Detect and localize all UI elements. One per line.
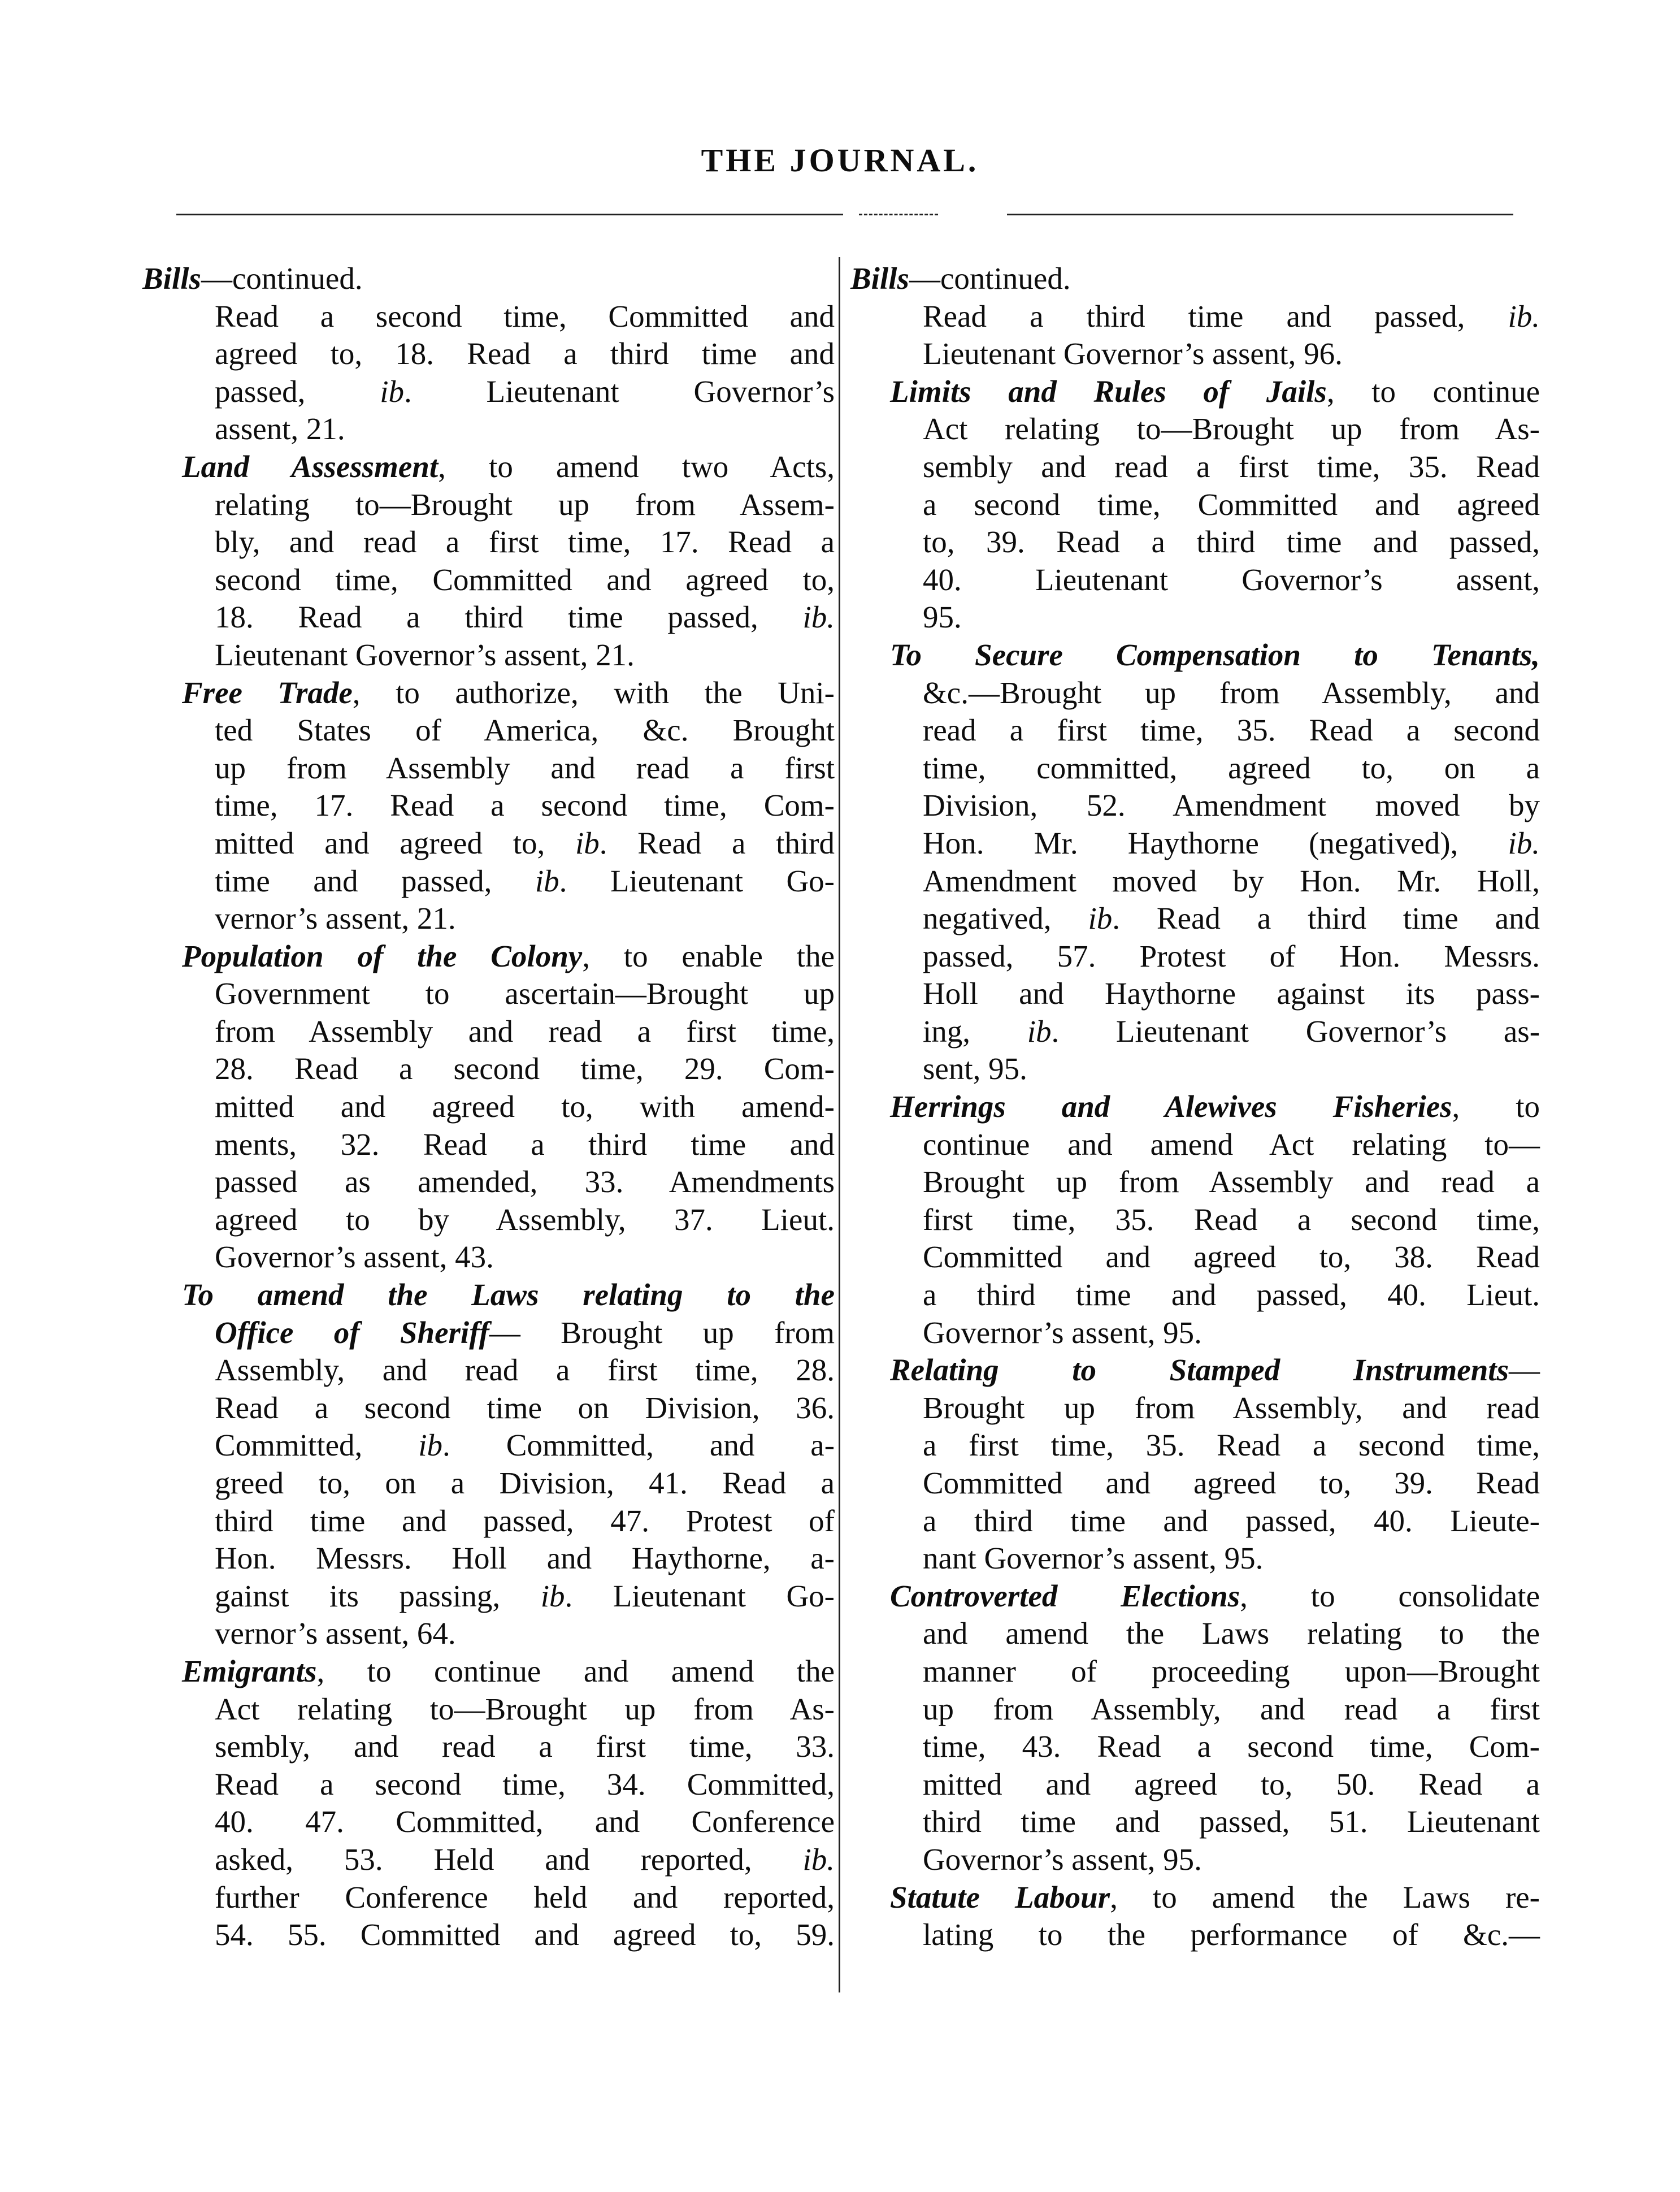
line-text: mitted and agreed to, with amend- [215,1089,835,1124]
line-text: Read a second time, 34. Committed, [215,1766,835,1801]
line-text: lating to the performance of &c.— [923,1917,1540,1952]
journal-line [850,787,1540,825]
journal-line [850,1653,1540,1691]
journal-line [850,1238,1540,1276]
journal-line [142,1238,835,1276]
journal-line [850,1841,1540,1879]
line-text: , to amend two Acts, [438,449,835,484]
journal-line [850,523,1540,561]
line-text: assent, 21. [215,411,345,447]
column-divider [839,257,840,1992]
entry-heading: Land Assessment [182,449,439,484]
line-text: Governor’s assent, 95. [923,1315,1202,1350]
journal-line [850,636,1540,674]
line-text: — Brought up from [489,1315,835,1350]
line-text: to, 39. Read a third time and passed, [923,525,1540,560]
journal-line [850,938,1540,976]
line-text: greed to, on a Division, 41. Read a [215,1466,835,1500]
line-text: Committed, [215,1428,419,1463]
line-text: 40. Lieutenant Governor’s assent, [923,562,1540,597]
line-text: . Lieutenant Governor’s [403,374,835,409]
journal-line [142,938,835,976]
header-rule-right [1007,214,1513,215]
entry-heading: Herrings and Alewives Fisheries [890,1089,1452,1124]
journal-line [142,1201,835,1239]
line-text: first time, 35. Read a second time, [923,1202,1540,1237]
journal-line [142,1427,835,1465]
journal-line [142,1163,835,1201]
journal-line [142,1766,835,1804]
journal-line [850,1766,1540,1804]
entry-heading: To amend the Laws relating to the [182,1277,835,1312]
line-text: —continued. [201,261,363,296]
entry-heading: Statute Labour [890,1879,1110,1914]
journal-line [850,750,1540,787]
line-text: passed, 57. Protest of Hon. Messrs. [923,938,1540,973]
line-text: further Conference held and reported, [215,1879,835,1914]
journal-line [142,1465,835,1502]
line-text: ib. [802,600,835,635]
line-text: agreed to by Assembly, 37. Lieut. [215,1202,835,1237]
line-text: . Committed, and a- [442,1428,835,1463]
line-text: . Read a third [599,825,835,860]
journal-line [850,825,1540,863]
journal-line [850,1427,1540,1465]
line-text: Division, 52. Amendment moved by [923,788,1540,823]
journal-line [850,1013,1540,1051]
journal-line [142,1803,835,1841]
line-text: ib [575,825,600,860]
journal-line [850,1691,1540,1729]
journal-line [142,1578,835,1615]
line-text: 18. Read a third time passed, [215,600,803,635]
journal-line [142,636,835,674]
line-text: Read a second time, Committed and [215,298,835,333]
line-text: Hon. Mr. Haythorne (negatived), [923,825,1508,860]
line-text: &c.—Brought up from Assembly, and [923,675,1540,710]
journal-line [850,373,1540,411]
journal-line [142,599,835,636]
line-text: Lieutenant Governor’s assent, 96. [923,336,1343,371]
journal-line [142,1916,835,1954]
line-text: , to amend the Laws re- [1110,1879,1540,1914]
line-text: Brought up from Assembly and read a [923,1164,1540,1199]
line-text: ib [540,1578,565,1613]
line-text: ib. [1508,825,1540,860]
journal-line [850,1879,1540,1917]
entry-heading: Limits and Rules of Jails [890,374,1327,409]
line-text: agreed to, 18. Read a third time and [215,336,835,371]
journal-line [850,1088,1540,1126]
line-text: vernor’s assent, 21. [215,901,456,936]
journal-line [142,1389,835,1427]
line-text: ib [380,374,404,409]
line-text: passed, [215,374,380,409]
journal-line [142,787,835,825]
journal-line [142,1540,835,1578]
line-text: Holl and Haythorne against its pass- [923,976,1540,1011]
journal-line [142,900,835,938]
line-text: —continued. [909,261,1071,296]
journal-line [142,1879,835,1917]
line-text: bly, and read a first time, 17. Read a [215,525,835,560]
line-text: Committed and agreed to, 38. Read [923,1240,1540,1275]
journal-line [850,863,1540,900]
line-text: , to [1452,1089,1540,1124]
line-text: negatived, [923,901,1088,936]
line-text: asked, 53. Held and reported, [215,1842,803,1877]
line-text: sembly, and read a first time, 33. [215,1729,835,1764]
entry-heading: Bills [850,261,909,296]
line-text: manner of proceeding upon—Brought [923,1653,1540,1688]
line-text: — [1509,1353,1540,1388]
line-text: ib. [1508,298,1540,333]
journal-line [850,975,1540,1013]
journal-line [850,1201,1540,1239]
left-column [142,260,835,1954]
line-text: , to consolidate [1240,1578,1540,1613]
line-text: third time and passed, 51. Lieutenant [923,1804,1540,1839]
right-column [850,260,1540,1954]
line-text: a first time, 35. Read a second time, [923,1428,1540,1463]
line-text: ing, [923,1013,1027,1049]
line-text: up from Assembly and read a first [215,750,835,785]
journal-line [142,1502,835,1540]
line-text: a second time, Committed and agreed [923,487,1540,522]
line-text: Read a third time and passed, [923,298,1508,333]
line-text: time, 17. Read a second time, Com- [215,788,835,823]
journal-line [850,1126,1540,1164]
journal-line [850,599,1540,636]
journal-line [850,1465,1540,1502]
journal-line [850,1916,1540,1954]
line-text: , to authorize, with the Uni- [352,675,835,710]
journal-line [142,523,835,561]
line-text: Brought up from Assembly, and read [923,1390,1540,1425]
entry-heading: Free Trade [182,675,353,710]
journal-line [142,1841,835,1879]
line-text: 95. [923,600,962,635]
line-text: Act relating to—Brought up from As- [923,411,1540,447]
line-text: a third time and passed, 40. Lieute- [923,1503,1540,1538]
journal-line [142,260,835,298]
journal-line [142,1314,835,1352]
line-text: Governor’s assent, 95. [923,1842,1202,1877]
journal-line [850,260,1540,298]
journal-line [142,410,835,448]
line-text: time, 43. Read a second time, Com- [923,1729,1540,1764]
line-text: and amend the Laws relating to the [923,1616,1540,1651]
journal-line [850,1314,1540,1352]
line-text: third time and passed, 47. Protest of [215,1503,835,1538]
line-text: ib [535,863,559,898]
journal-line [142,750,835,787]
line-text: read a first time, 35. Read a second [923,713,1540,748]
journal-line [850,1502,1540,1540]
journal-line [850,1050,1540,1088]
line-text: , to enable the [582,938,835,973]
journal-line [142,298,835,336]
line-text: up from Assembly, and read a first [923,1691,1540,1726]
journal-line [850,1615,1540,1653]
journal-line [142,561,835,599]
line-text: ments, 32. Read a third time and [215,1127,835,1162]
line-text: Amendment moved by Hon. Mr. Holl, [923,863,1540,898]
line-text: mitted and agreed to, [215,825,575,860]
line-text: gainst its passing, [215,1578,541,1613]
line-text: ted States of America, &c. Brought [215,713,835,748]
journal-line [850,1389,1540,1427]
line-text: . Lieutenant Governor’s as- [1051,1013,1540,1049]
line-text: sembly and read a first time, 35. Read [923,449,1540,484]
journal-line [142,1728,835,1766]
journal-line [142,975,835,1013]
line-text: Hon. Messrs. Holl and Haythorne, a- [215,1541,835,1576]
line-text: Act relating to—Brought up from As- [215,1691,835,1726]
journal-line [142,1615,835,1653]
journal-line [142,1691,835,1729]
journal-line [142,712,835,750]
line-text: time, committed, agreed to, on a [923,750,1540,785]
entry-heading: Relating to Stamped Instruments [890,1353,1509,1388]
line-text: continue and amend Act relating to— [923,1127,1540,1162]
page-title: THE JOURNAL. [701,142,979,179]
journal-line [850,410,1540,448]
line-text: ib [1088,901,1113,936]
journal-line [142,1126,835,1164]
line-text: relating to—Brought up from Assem- [215,487,835,522]
entry-heading: Controverted Elections [890,1578,1240,1613]
entry-heading: Emigrants [182,1653,317,1688]
journal-line [142,1013,835,1051]
line-text: Government to ascertain—Brought up [215,976,835,1011]
line-text: 54. 55. Committed and agreed to, 59. [215,1917,835,1952]
entry-heading: Bills [142,261,201,296]
header-rule-middle [859,214,938,215]
journal-line [850,1163,1540,1201]
line-text: passed as amended, 33. Amendments [215,1164,835,1199]
line-text: . Read a third time and [1112,901,1540,936]
line-text: ib [1027,1013,1052,1049]
line-text: a third time and passed, 40. Lieut. [923,1277,1540,1312]
journal-line [850,712,1540,750]
journal-line [142,335,835,373]
line-text: , to continue and amend the [316,1653,835,1688]
journal-line [850,335,1540,373]
line-text: 40. 47. Committed, and Conference [215,1804,835,1839]
journal-line [142,825,835,863]
entry-heading: To Secure Compensation to Tenants, [890,637,1540,672]
line-text: Governor’s assent, 43. [215,1240,494,1275]
line-text: . Lieutenant Go- [559,863,835,898]
line-text: ib. [802,1842,835,1877]
entry-heading: Office of Sheriff [215,1315,489,1350]
line-text: vernor’s assent, 64. [215,1616,456,1651]
line-text: , to continue [1326,374,1540,409]
line-text: Assembly, and read a first time, 28. [215,1353,835,1388]
line-text: mitted and agreed to, 50. Read a [923,1766,1540,1801]
journal-line [850,1276,1540,1314]
journal-line [142,1050,835,1088]
journal-line [850,1728,1540,1766]
line-text: . Lieutenant Go- [565,1578,835,1613]
line-text: Committed and agreed to, 39. Read [923,1466,1540,1500]
line-text: sent, 95. [923,1051,1027,1086]
journal-line [142,863,835,900]
journal-line [850,1803,1540,1841]
journal-line [850,674,1540,712]
line-text: time and passed, [215,863,535,898]
journal-line [142,674,835,712]
journal-line [850,1578,1540,1615]
line-text: ib [418,1428,442,1463]
line-text: 28. Read a second time, 29. Com- [215,1051,835,1086]
line-text: nant Governor’s assent, 95. [923,1541,1264,1576]
journal-line [850,1540,1540,1578]
entry-heading: Population of the Colony [182,938,583,973]
line-text: from Assembly and read a first time, [215,1013,835,1049]
journal-line [850,448,1540,486]
journal-line [142,1653,835,1691]
journal-line [142,373,835,411]
journal-line [850,1351,1540,1389]
journal-line [142,448,835,486]
journal-line [850,298,1540,336]
line-text: Read a second time on Division, 36. [215,1390,835,1425]
journal-line [142,486,835,524]
journal-line [850,486,1540,524]
journal-line [142,1088,835,1126]
line-text: Lieutenant Governor’s assent, 21. [215,637,635,672]
journal-line [142,1276,835,1314]
journal-line [850,561,1540,599]
journal-line [142,1351,835,1389]
journal-line [850,900,1540,938]
line-text: second time, Committed and agreed to, [215,562,835,597]
header-rule-left [176,214,843,215]
